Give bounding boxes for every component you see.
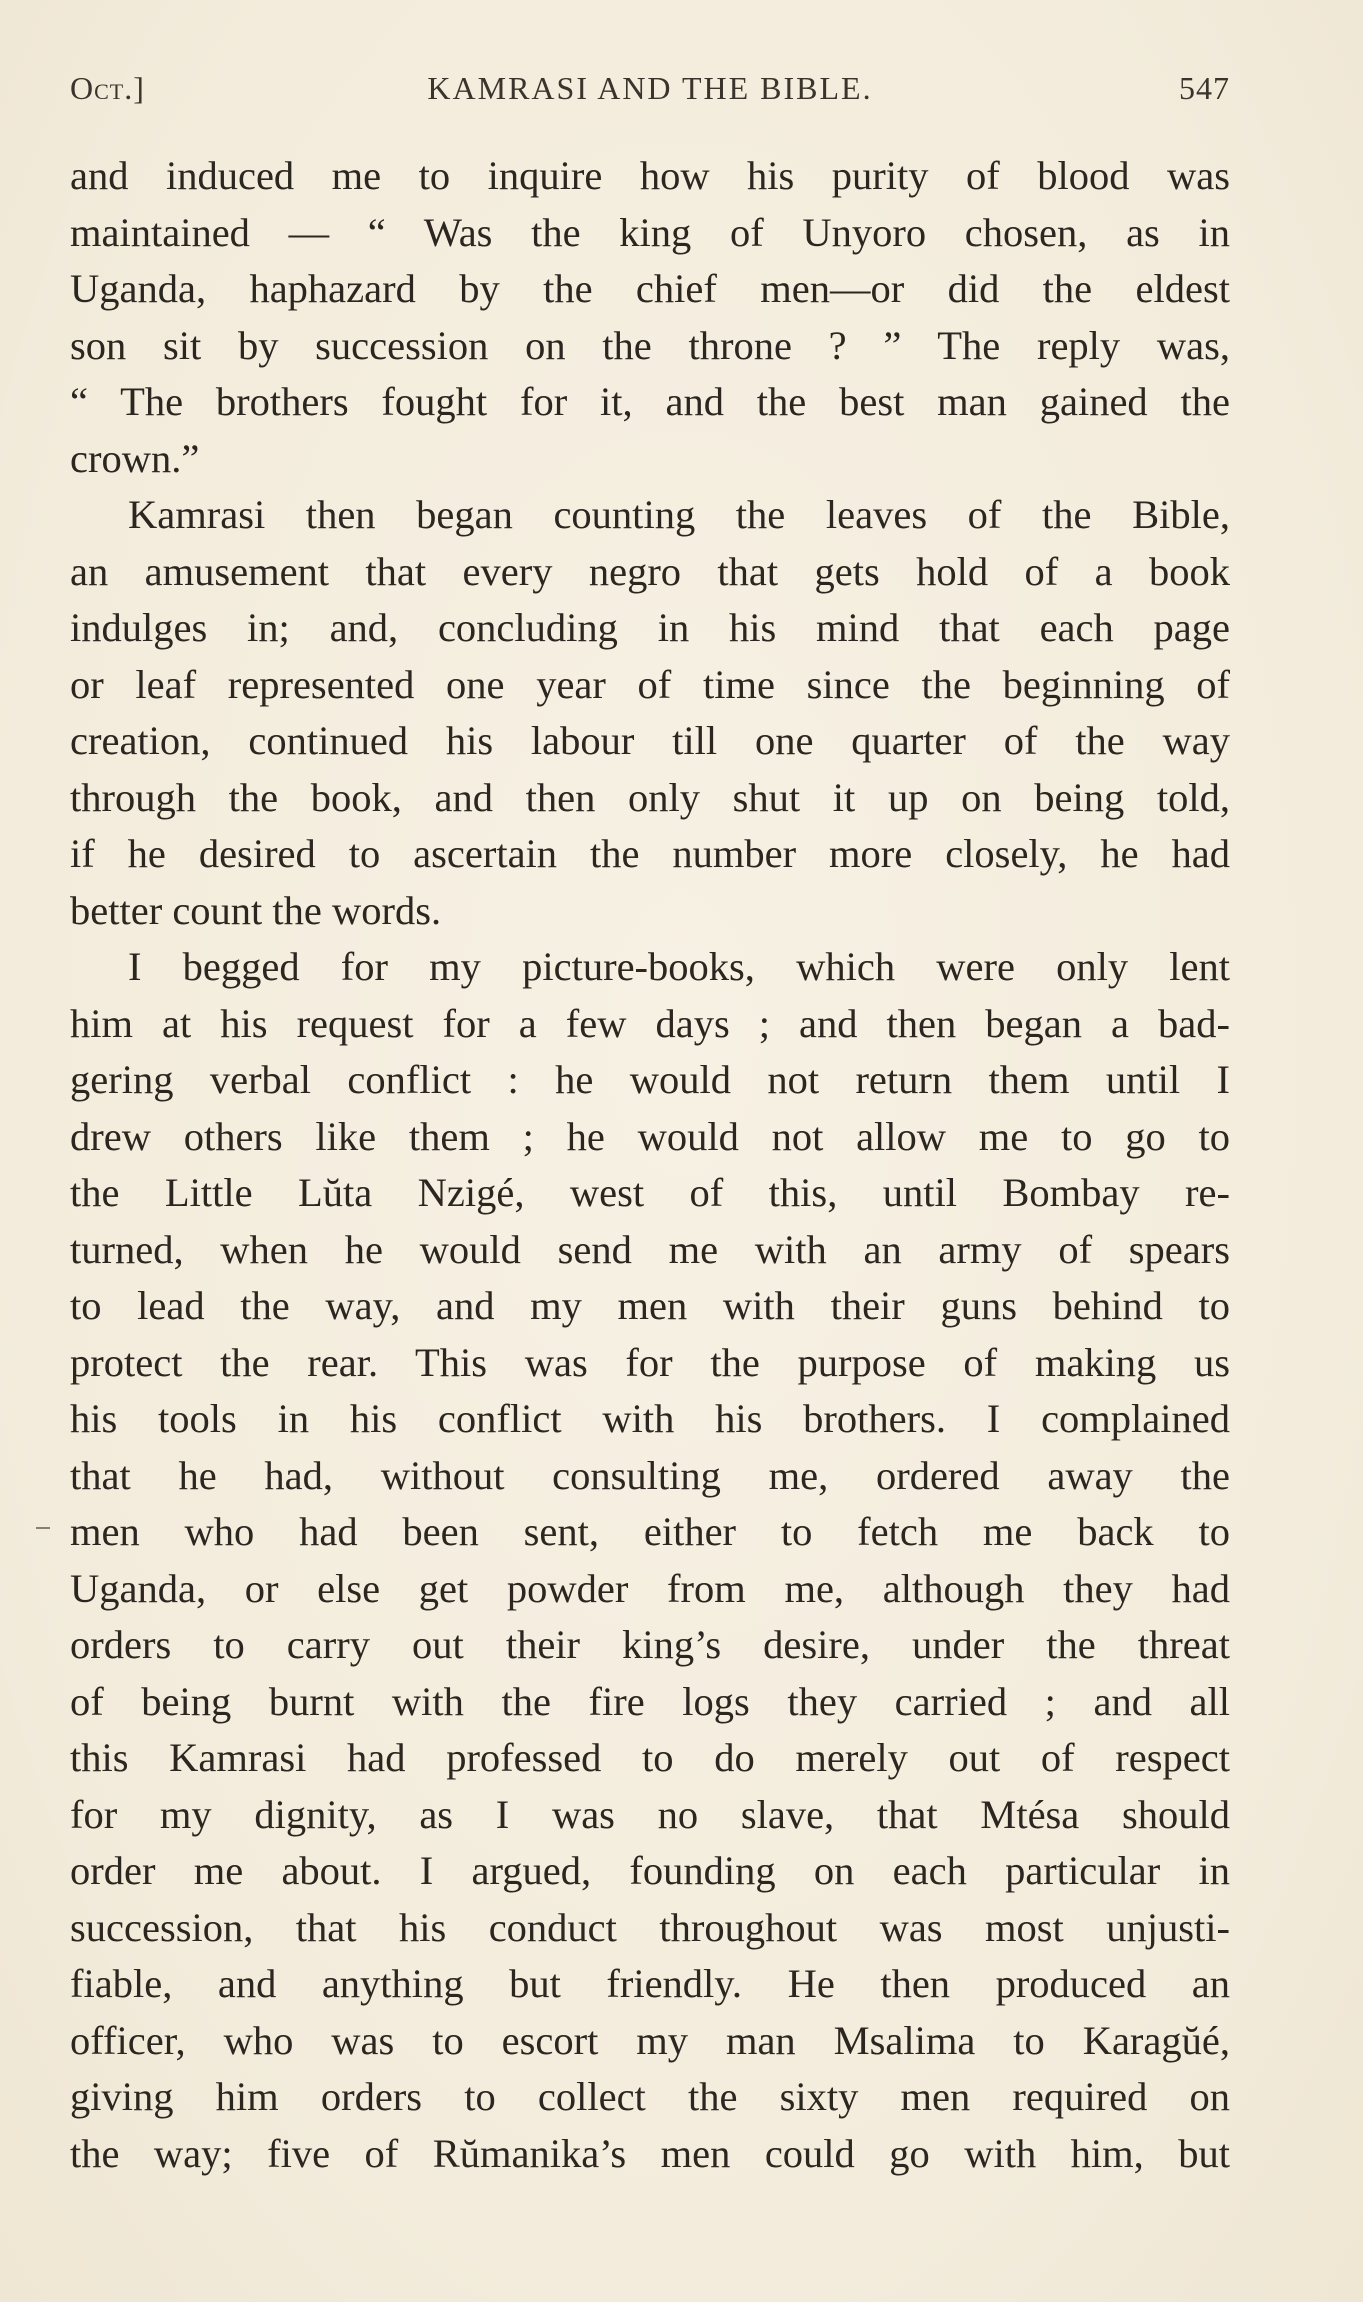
text-line: protect the rear. This was for the purpose of making us bbox=[70, 1339, 1230, 1385]
text-line: this Kamrasi had professed to do merely out of respect bbox=[70, 1735, 1230, 1780]
text-line: maintained — “ Was the king of Unyoro chosen, as in bbox=[70, 209, 1230, 255]
text-line: drew others like them ; he would not allow me to go to bbox=[70, 1113, 1230, 1159]
body-text bbox=[70, 148, 1230, 2182]
paragraph-start-line: Kamrasi then began counting the leaves of the Bible, bbox=[128, 492, 1230, 537]
running-head-title: KAMRASI AND THE BIBLE. bbox=[427, 70, 873, 106]
text-line: to lead the way, and my men with their guns behind to bbox=[70, 1283, 1230, 1328]
text-line: an amusement that every negro that gets hold of a book bbox=[70, 548, 1230, 594]
paragraph-end-line: crown.” bbox=[70, 435, 200, 481]
text-line: officer, who was to escort my man Msalima to Karagŭé, bbox=[70, 2017, 1230, 2063]
text-line: for my dignity, as I was no slave, that Mtésa should bbox=[70, 1791, 1230, 1837]
running-head bbox=[70, 70, 1230, 120]
paragraph-start-line: I begged for my picture-books, which were only lent bbox=[128, 944, 1230, 989]
text-line: succession, that his conduct throughout was most unjusti- bbox=[70, 1904, 1230, 1950]
text-line: order me about. I argued, founding on each particular in bbox=[70, 1848, 1230, 1893]
margin-mark bbox=[36, 1527, 50, 1529]
text-line: “ The brothers fought for it, and the best man gained the bbox=[70, 379, 1230, 424]
running-head-date: Oct.] bbox=[70, 70, 145, 106]
text-line: through the book, and then only shut it up on being told, bbox=[70, 774, 1230, 820]
text-line: the way; five of Rŭmanika’s men could go with him, but bbox=[70, 2130, 1230, 2176]
text-line: the Little Lŭta Nzigé, west of this, until Bombay re- bbox=[70, 1170, 1230, 1215]
text-line: gering verbal conflict : he would not return them until I bbox=[70, 1057, 1230, 1102]
text-line: of being burnt with the fire logs they carried ; and all bbox=[70, 1678, 1230, 1724]
text-line: his tools in his conflict with his brothers. I complained bbox=[70, 1396, 1230, 1441]
text-line: that he had, without consulting me, ordered away the bbox=[70, 1452, 1230, 1498]
text-line: creation, continued his labour till one quarter of the way bbox=[70, 718, 1230, 763]
text-line: orders to carry out their king’s desire, under the threat bbox=[70, 1622, 1230, 1667]
text-line: indulges in; and, concluding in his mind that each page bbox=[70, 605, 1230, 650]
text-line: fiable, and anything but friendly. He then produced an bbox=[70, 1961, 1230, 2006]
paragraph-end-line: better count the words. bbox=[70, 887, 442, 933]
text-line: turned, when he would send me with an army of spears bbox=[70, 1226, 1230, 1272]
text-line: him at his request for a few days ; and then began a bad- bbox=[70, 1000, 1230, 1046]
text-line: Uganda, or else get powder from me, although they had bbox=[70, 1565, 1230, 1611]
text-line: or leaf represented one year of time since the beginning of bbox=[70, 661, 1230, 707]
text-line: and induced me to inquire how his purity of blood was bbox=[70, 153, 1230, 198]
text-line: giving him orders to collect the sixty men required on bbox=[70, 2074, 1230, 2119]
text-line: men who had been sent, either to fetch me back to bbox=[70, 1509, 1230, 1554]
text-line: son sit by succession on the throne ? ” The reply was, bbox=[70, 322, 1230, 368]
page-number: 547 bbox=[1179, 70, 1230, 106]
text-line: Uganda, haphazard by the chief men—or did the eldest bbox=[70, 266, 1230, 311]
text-line: if he desired to ascertain the number more closely, he had bbox=[70, 831, 1230, 876]
